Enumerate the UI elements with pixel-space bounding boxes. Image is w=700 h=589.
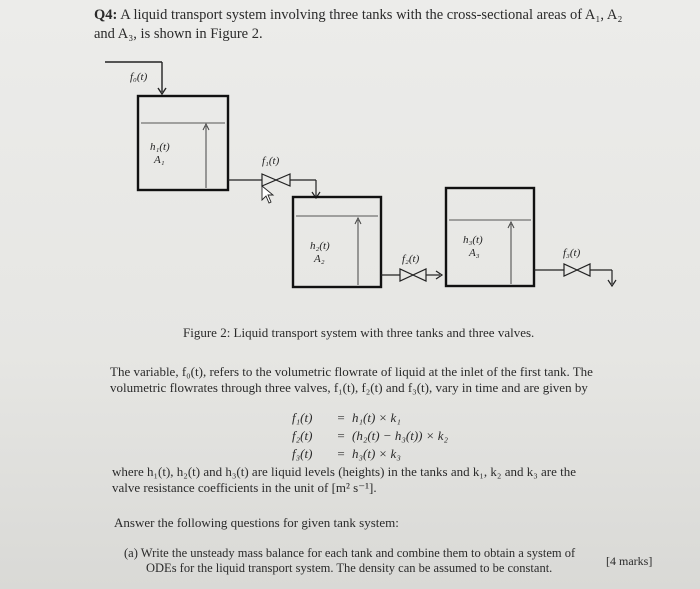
mouse-cursor-icon [262, 186, 273, 203]
question-number: Q4: [94, 7, 118, 23]
equation-f2 [292, 428, 448, 444]
valve-f2 [381, 253, 442, 281]
equation-f3-op: = [337, 446, 345, 461]
equation-f3-rhs: h₃(t) × k₃ [352, 446, 401, 461]
label-f1: f₁(t) [262, 155, 280, 167]
equation-f1-lhs: f₁(t) [292, 410, 313, 425]
part-a-marks: [4 marks] [606, 554, 653, 568]
label-h2: h₂(t) [310, 240, 330, 252]
equation-f2-op: = [337, 428, 345, 443]
equation-f2-lhs: f₂(t) [292, 428, 313, 443]
part-a-line2: ODEs for the liquid transport system. The density can be assumed to be constant. [146, 561, 553, 575]
tank-2 [293, 197, 381, 287]
valve-f1 [228, 155, 320, 198]
tank-1 [138, 96, 228, 190]
paragraph-1-line1: The variable, f₀(t), refers to the volumetric flowrate of liquid at the inlet of the first tank. The [110, 364, 593, 379]
part-a-line1: (a) Write the unsteady mass balance for each tank and combine them to obtain a system of [124, 546, 576, 560]
figure-caption: Figure 2: Liquid transport system with three tanks and three valves. [183, 325, 535, 340]
label-f2: f₂(t) [402, 253, 420, 265]
paragraph-1-line2: volumetric flowrates through three valves, f₁(t), f₂(t) and f₃(t), vary in time and are given by [110, 380, 588, 395]
paragraph-2-line1: where h₁(t), h₂(t) and h₃(t) are liquid levels (heights) in the tanks and k₁, k₂ and k₃ are the [112, 464, 576, 479]
equation-f2-rhs: (h₂(t) − h₃(t)) × k₂ [352, 428, 449, 443]
part-a [124, 546, 604, 576]
equation-f3 [292, 446, 401, 462]
equation-f1-rhs: h₁(t) × k₁ [352, 410, 401, 425]
paragraph-1 [110, 364, 670, 396]
equation-f1 [292, 410, 401, 426]
label-A2: A₂ [314, 253, 325, 265]
tank-3 [446, 188, 534, 286]
paragraph-2 [112, 464, 672, 496]
label-A1: A₁ [154, 154, 165, 166]
inlet-f0 [105, 62, 166, 94]
label-A3: A₃ [469, 247, 480, 259]
equation-f1-op: = [337, 410, 345, 425]
paragraph-3: Answer the following questions for given tank system: [114, 515, 399, 530]
label-h1: h₁(t) [150, 141, 170, 153]
label-f3: f₃(t) [563, 247, 581, 259]
label-f0: f₀(t) [130, 71, 148, 83]
question-text-line1: A liquid transport system involving three tanks with the cross-sectional areas of A₁, A₂ [120, 7, 623, 23]
valve-f3 [534, 247, 616, 286]
paragraph-2-line2: valve resistance coefficients in the unit of [m² s⁻¹]. [112, 480, 377, 495]
question-text-line2: and A₃, is shown in Figure 2. [94, 26, 263, 42]
equation-f3-lhs: f₃(t) [292, 446, 313, 461]
label-h3: h₃(t) [463, 234, 483, 246]
